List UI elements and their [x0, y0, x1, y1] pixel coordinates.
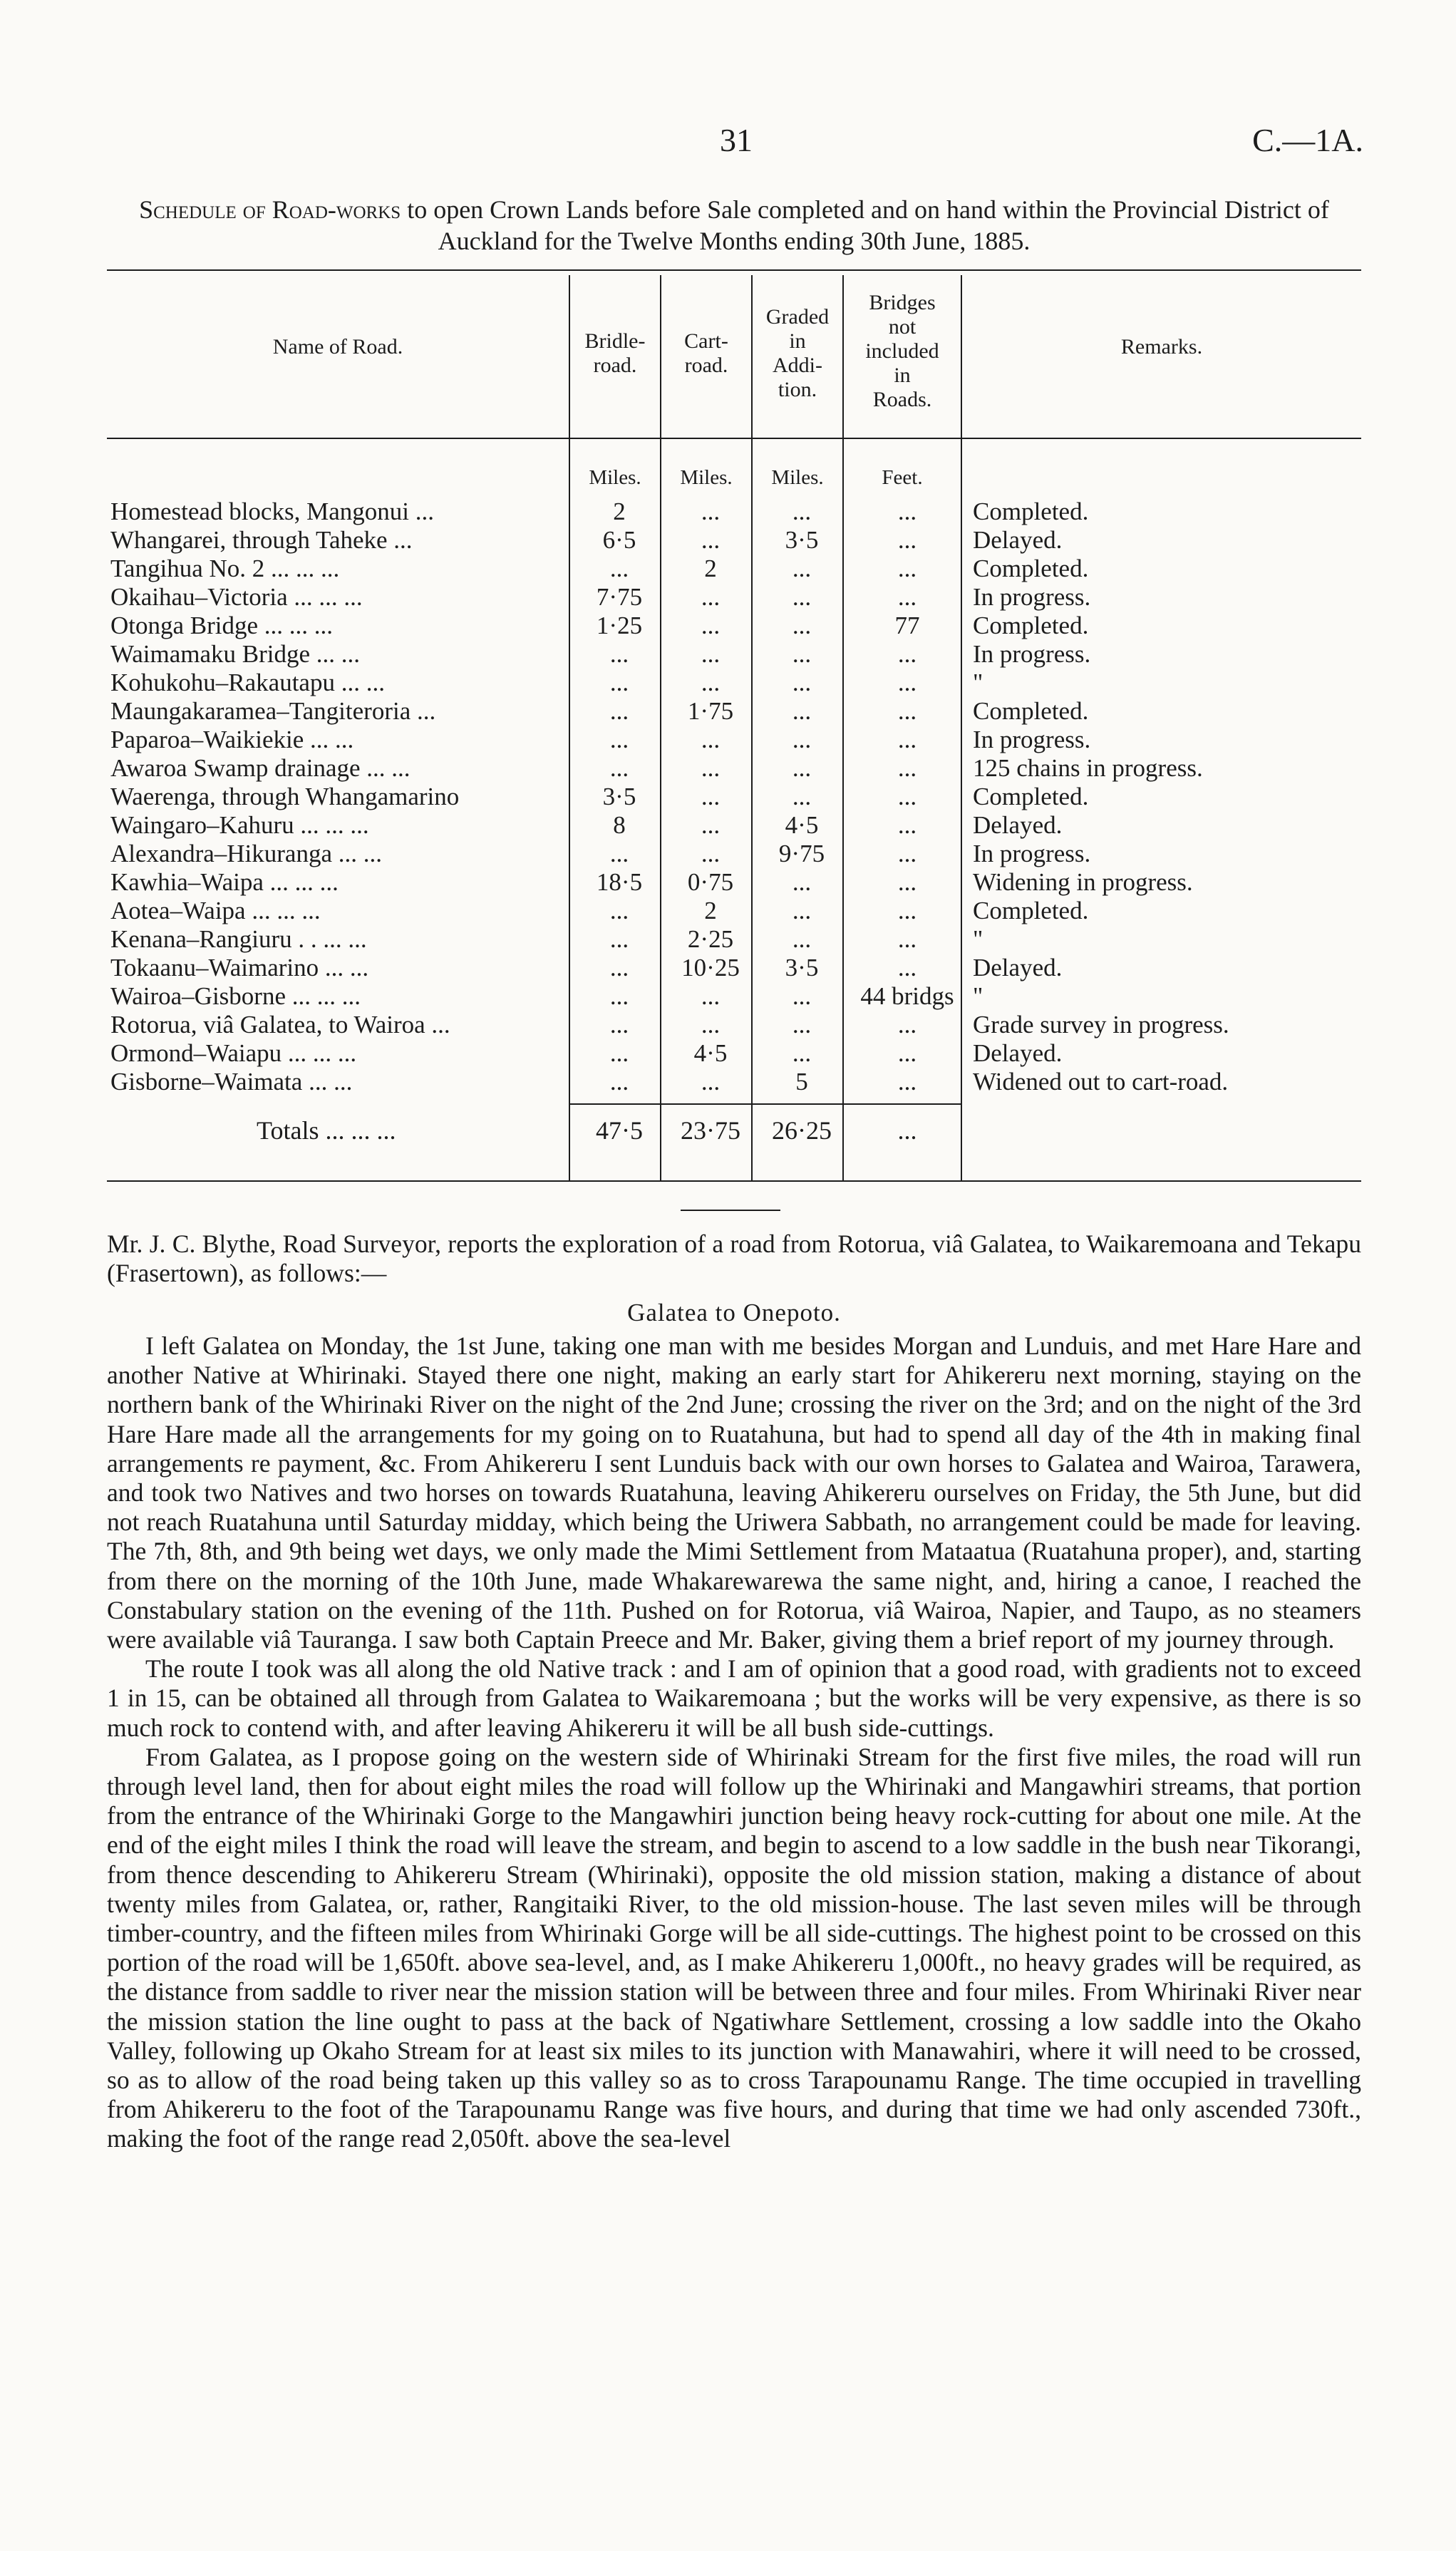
cell-graded: ... — [792, 555, 812, 582]
cell-bridle: 1·25 — [596, 612, 643, 639]
unit-cart: Miles. — [680, 466, 733, 489]
cell-bridges: ... — [897, 555, 917, 582]
col-header-cart: Cart- road. — [684, 329, 728, 377]
table-row — [107, 669, 1361, 697]
cell-graded: ... — [792, 982, 812, 1010]
table-row — [107, 612, 1361, 640]
road-works-table — [107, 269, 1361, 1182]
cell-cart: ... — [701, 811, 721, 839]
cell-remarks: Grade survey in progress. — [973, 1011, 1229, 1039]
total-bridges: ... — [897, 1116, 917, 1145]
totals-rule — [569, 1103, 961, 1105]
table-row — [107, 840, 1361, 868]
cell-graded: ... — [792, 1011, 812, 1039]
cell-cart: 2 — [704, 555, 717, 582]
paragraph: I left Galatea on Monday, the 1st June, taking one man with me besides Morgan and Lunduis, and met Hare Hare and another Native at Whirinaki. Stayed there one night, making an early start for Ahikereru next morning, staying on the northern bank of the Whirinaki River on the night of the 2nd June; crossing the river on the 3rd; and on the night of the 3rd Hare Hare made all the arrangements for my going on to Ruatahuna, but had to spend all day of the 4th in making final arrangements re payment, &c. From Ahikereru I sent Lunduis back with our own horses to Galatea and Wairoa, Tarawera, and took two Natives and two horses on towards Ruatahuna, leaving Ahikereru ourselves on Friday, the 5th June, but did not reach Ruatahuna until Saturday midday, which being the Uriwera Sabbath, no arrangement could be made for leaving. The 7th, 8th, and 9th being wet days, we only made the Mimi Settlement from Mataatua (Ruatahuna proper), and, starting from there on the morning of the 10th June, made Whakarewarewa the same night, and, hiring a canoe, I reached the Constabulary station on the evening of the 11th. Pushed on for Rotorua, viâ Wairoa, Napier, and Taupo, as no steamers were available viâ Tauranga. I saw both Captain Preece and Mr. Baker, giving them a brief report of my journey through. — [107, 1331, 1361, 1654]
cell-graded: ... — [792, 1039, 812, 1067]
document-reference: C.—1A. — [1252, 122, 1363, 158]
cell-bridle: ... — [609, 726, 629, 753]
cell-graded: ... — [792, 754, 812, 782]
cell-name: Waimamaku Bridge ... ... — [110, 640, 361, 668]
section-divider — [681, 1210, 780, 1211]
cell-graded: ... — [792, 697, 812, 725]
cell-bridle: 2 — [613, 498, 626, 525]
page-header — [0, 121, 1456, 164]
table-row — [107, 925, 1361, 954]
cell-cart: ... — [701, 982, 721, 1010]
table-row — [107, 526, 1361, 555]
cell-remarks: Completed. — [973, 555, 1089, 582]
cell-name: Aotea–Waipa ... ... ... — [110, 897, 321, 924]
cell-bridges: ... — [897, 726, 917, 753]
cell-bridges: ... — [897, 1068, 917, 1096]
cell-bridle: ... — [609, 697, 629, 725]
cell-cart: 0·75 — [687, 868, 734, 896]
cell-graded: ... — [792, 783, 812, 810]
table-row — [107, 954, 1361, 982]
cell-cart: ... — [701, 669, 721, 696]
cell-cart: ... — [701, 498, 721, 525]
cell-graded: ... — [792, 726, 812, 753]
paragraph: The route I took was all along the old Native track : and I am of opinion that a good road, with gradients not to exceed 1 in 15, can be obtained all through from Galatea to Waikaremoana ; but the works will be very expensive, as there is so much rock to contend with, and after leaving Ahikereru it will be all bush side-cuttings. — [107, 1654, 1361, 1742]
cell-name: Homestead blocks, Mangonui ... — [110, 498, 434, 525]
cell-graded: ... — [792, 868, 812, 896]
cell-bridges: ... — [897, 783, 917, 810]
unit-graded: Miles. — [771, 466, 824, 489]
cell-name: Kawhia–Waipa ... ... ... — [110, 868, 339, 896]
unit-bridle: Miles. — [589, 466, 641, 489]
cell-remarks: In progress. — [973, 640, 1091, 668]
cell-remarks: Completed. — [973, 612, 1089, 639]
total-graded: 26·25 — [772, 1116, 832, 1145]
table-row — [107, 583, 1361, 612]
cell-bridges: ... — [897, 1011, 917, 1039]
cell-bridges: ... — [897, 840, 917, 867]
table-top-rule — [107, 269, 1361, 271]
cell-remarks: Completed. — [973, 697, 1089, 725]
cell-cart: 2 — [704, 897, 717, 924]
cell-cart: ... — [701, 783, 721, 810]
col-header-graded: Graded in Addi- tion. — [765, 305, 830, 401]
total-cart: 23·75 — [681, 1116, 740, 1145]
cell-name: Otonga Bridge ... ... ... — [110, 612, 334, 639]
cell-cart: 1·75 — [687, 697, 734, 725]
cell-remarks: " — [973, 925, 983, 953]
table-row — [107, 640, 1361, 669]
table-row — [107, 1011, 1361, 1039]
cell-bridges: ... — [897, 498, 917, 525]
cell-name: Waingaro–Kahuru ... ... ... — [110, 811, 369, 839]
cell-bridle: ... — [609, 982, 629, 1010]
cell-graded: 4·5 — [785, 811, 819, 839]
cell-graded: 3·5 — [785, 526, 819, 554]
cell-bridges: ... — [897, 868, 917, 896]
cell-remarks: Delayed. — [973, 526, 1063, 554]
cell-bridges: ... — [897, 526, 917, 554]
cell-name: Okaihau–Victoria ... ... ... — [110, 583, 363, 611]
table-row — [107, 498, 1361, 526]
table-row — [107, 982, 1361, 1011]
table-bottom-rule — [107, 1180, 1361, 1182]
cell-cart: 10·25 — [681, 954, 740, 981]
cell-name: Whangarei, through Taheke ... — [110, 526, 413, 554]
totals-label: Totals ... ... ... — [257, 1116, 396, 1145]
col-header-bridges: Bridges not included in Roads. — [865, 291, 939, 411]
cell-graded: ... — [792, 925, 812, 953]
cell-graded: ... — [792, 669, 812, 696]
cell-cart: 2·25 — [687, 925, 734, 953]
cell-bridle: ... — [609, 1011, 629, 1039]
section-subheading: Galatea to Onepoto. — [627, 1299, 841, 1326]
cell-bridle: ... — [609, 754, 629, 782]
table-row — [107, 754, 1361, 783]
cell-remarks: In progress. — [973, 726, 1091, 753]
cell-name: Kohukohu–Rakautapu ... ... — [110, 669, 385, 696]
cell-bridges: ... — [897, 897, 917, 924]
cell-bridle: ... — [609, 840, 629, 867]
cell-name: Awaroa Swamp drainage ... ... — [110, 754, 411, 782]
cell-graded: 5 — [795, 1068, 808, 1096]
cell-name: Ormond–Waiapu ... ... ... — [110, 1039, 357, 1067]
cell-bridle: ... — [609, 640, 629, 668]
cell-bridle: 7·75 — [596, 583, 643, 611]
table-row — [107, 697, 1361, 726]
cell-remarks: Completed. — [973, 498, 1089, 525]
cell-bridges: ... — [897, 925, 917, 953]
cell-bridges: ... — [897, 640, 917, 668]
schedule-title — [107, 194, 1361, 257]
cell-cart: ... — [701, 726, 721, 753]
cell-remarks: Widening in progress. — [973, 868, 1193, 896]
cell-remarks: Completed. — [973, 783, 1089, 810]
col-header-name: Name of Road. — [272, 335, 403, 359]
table-header-rule — [107, 438, 1361, 439]
total-bridle: 47·5 — [596, 1116, 643, 1145]
unit-bridges: Feet. — [882, 466, 923, 489]
report-body — [107, 1331, 1361, 2154]
cell-bridle: 3·5 — [602, 783, 636, 810]
table-row — [107, 868, 1361, 897]
cell-bridges: 44 bridgs — [860, 982, 954, 1010]
cell-graded: ... — [792, 640, 812, 668]
cell-name: Gisborne–Waimata ... ... — [110, 1068, 353, 1096]
cell-remarks: In progress. — [973, 840, 1091, 867]
cell-cart: ... — [701, 840, 721, 867]
totals-row — [107, 1116, 1361, 1145]
cell-remarks: Completed. — [973, 897, 1089, 924]
cell-bridle: ... — [609, 669, 629, 696]
table-row — [107, 783, 1361, 811]
cell-cart: ... — [701, 612, 721, 639]
cell-bridle: ... — [609, 555, 629, 582]
cell-remarks: Widened out to cart-road. — [973, 1068, 1229, 1096]
report-intro: Mr. J. C. Blythe, Road Surveyor, reports the exploration of a road from Rotorua, viâ Galatea, to Waikaremoana and Tekapu (Frasertown), as follows:— — [107, 1230, 1361, 1288]
paragraph: From Galatea, as I propose going on the western side of Whirinaki Stream for the first five miles, the road will run through level land, then for about eight miles the road will follow up the Whirinaki and Mangawhiri streams, that portion from the entrance of the Whirinaki Gorge to the Mangawhiri junction being heavy rock-cutting for about one mile. At the end of the eight miles I think the road will leave the stream, and begin to ascend to a low saddle in the bush near Tikorangi, from thence descending to Ahikereru Stream (Whirinaki), opposite the old mission station, making a distance of about twenty miles from Galatea, or, rather, Rangitaiki River, to the old mission-house. The last seven miles will be through timber-country, and the fifteen miles from Whirinaki Gorge will be all side-cuttings. The highest point to be crossed on this portion of the road will be 1,650ft. above sea-level, and, as I make Ahikereru 1,000ft., no heavy grades will be required, as the distance from saddle to river near the mission station will be between three and four miles. From Whirinaki River near the mission station the line ought to pass at the back of Ngatiwhare Settlement, crossing a low saddle into the Okaho Valley, following up Okaho Stream for at least six miles to its junction with Manawahiri, where it will need to be crossed, so as to allow of the road being taken up this valley so as to cross Tarapounamu Range. The time occupied in travelling from Ahikereru to the foot of the Tarapounamu Range was five hours, and during that time we had only ascended 730ft., making the foot of the range read 2,050ft. above the sea-level — [107, 1742, 1361, 2153]
schedule-title-lead: Schedule of Road-works — [139, 195, 401, 224]
cell-bridle: ... — [609, 954, 629, 981]
cell-cart: ... — [701, 640, 721, 668]
table-row — [107, 897, 1361, 925]
cell-name: Kenana–Rangiuru . . ... ... — [110, 925, 367, 953]
cell-cart: 4·5 — [693, 1039, 728, 1067]
cell-bridges: ... — [897, 669, 917, 696]
cell-name: Waerenga, through Whangamarino — [110, 783, 460, 810]
cell-cart: ... — [701, 754, 721, 782]
cell-bridle: ... — [609, 1068, 629, 1096]
cell-bridle: 6·5 — [602, 526, 636, 554]
table-row — [107, 811, 1361, 840]
cell-graded: 3·5 — [785, 954, 819, 981]
cell-graded: 9·75 — [778, 840, 825, 867]
cell-graded: ... — [792, 897, 812, 924]
cell-remarks: 125 chains in progress. — [973, 754, 1203, 782]
cell-cart: ... — [701, 583, 721, 611]
cell-cart: ... — [701, 1011, 721, 1039]
cell-bridges: 77 — [894, 612, 920, 639]
cell-remarks: Delayed. — [973, 954, 1063, 981]
cell-remarks: Delayed. — [973, 811, 1063, 839]
col-header-bridle: Bridle- road. — [584, 329, 646, 377]
col-header-remarks: Remarks. — [1120, 335, 1203, 359]
cell-bridle: 8 — [613, 811, 626, 839]
cell-name: Tokaanu–Waimarino ... ... — [110, 954, 369, 981]
cell-bridle: ... — [609, 897, 629, 924]
cell-bridges: ... — [897, 811, 917, 839]
cell-name: Alexandra–Hikuranga ... ... — [110, 840, 382, 867]
table-row — [107, 1039, 1361, 1068]
cell-graded: ... — [792, 583, 812, 611]
page-number: 31 — [720, 122, 753, 158]
cell-remarks: Delayed. — [973, 1039, 1063, 1067]
cell-bridle: 18·5 — [596, 868, 643, 896]
cell-name: Rotorua, viâ Galatea, to Wairoa ... — [110, 1011, 450, 1039]
cell-name: Tangihua No. 2 ... ... ... — [110, 555, 340, 582]
cell-bridle: ... — [609, 925, 629, 953]
cell-remarks: " — [973, 982, 983, 1010]
cell-bridle: ... — [609, 1039, 629, 1067]
cell-graded: ... — [792, 612, 812, 639]
cell-name: Wairoa–Gisborne ... ... ... — [110, 982, 361, 1010]
cell-remarks: " — [973, 669, 983, 696]
cell-bridges: ... — [897, 954, 917, 981]
cell-bridges: ... — [897, 583, 917, 611]
cell-graded: ... — [792, 498, 812, 525]
cell-remarks: In progress. — [973, 583, 1091, 611]
cell-bridges: ... — [897, 1039, 917, 1067]
table-row — [107, 726, 1361, 754]
cell-name: Maungakaramea–Tangiteroria ... — [110, 697, 436, 725]
table-row — [107, 1068, 1361, 1096]
table-row — [107, 555, 1361, 583]
cell-cart: ... — [701, 1068, 721, 1096]
cell-bridges: ... — [897, 754, 917, 782]
schedule-title-rest: to open Crown Lands before Sale completed and on hand within the Provincial District of Auckland for the Twelve Months ending 30th June, 1885. — [407, 195, 1329, 255]
cell-cart: ... — [701, 526, 721, 554]
cell-bridges: ... — [897, 697, 917, 725]
cell-name: Paparoa–Waikiekie ... ... — [110, 726, 354, 753]
